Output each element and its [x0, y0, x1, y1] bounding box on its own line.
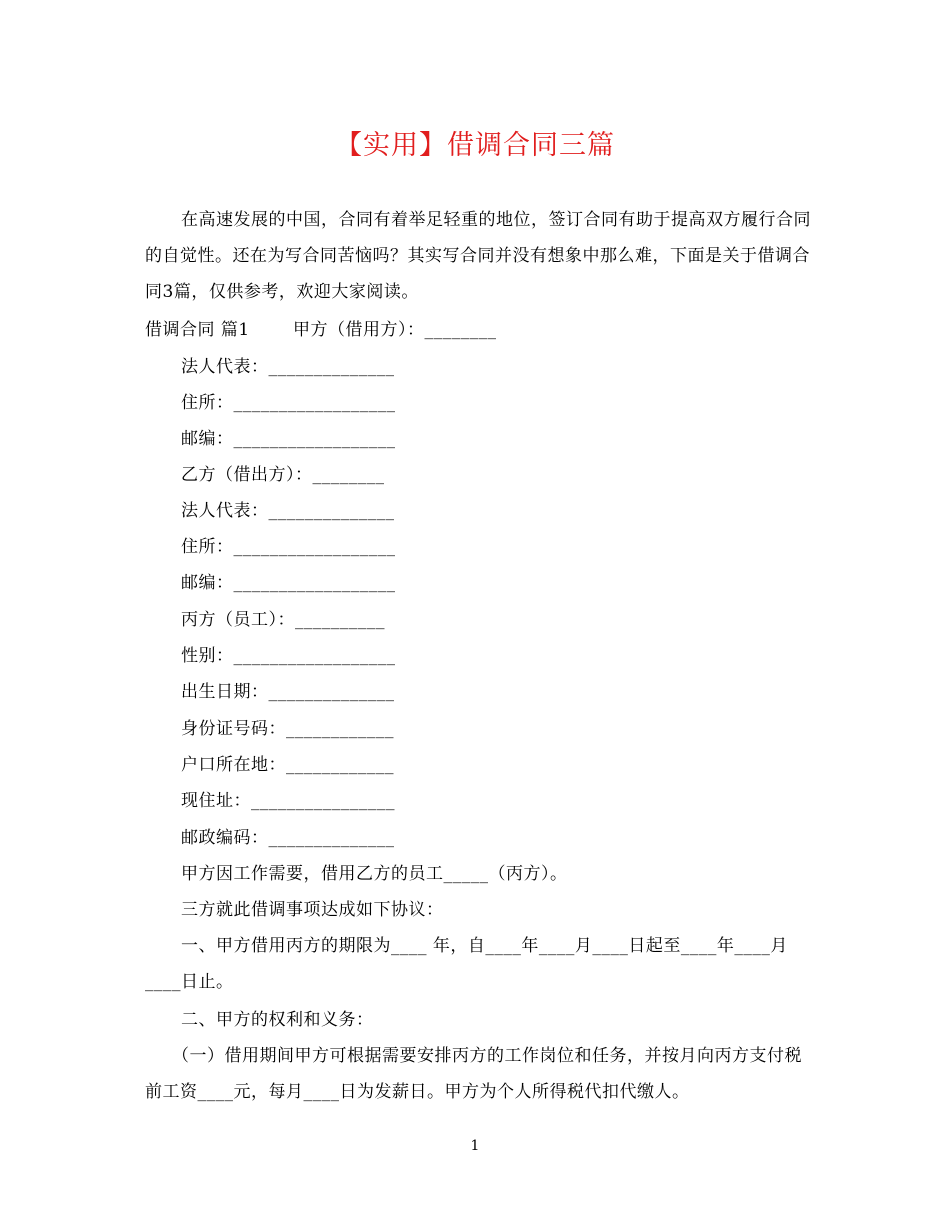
clause-1: 一、甲方借用丙方的期限为____ 年，自____年____月____日起至____年____月____日止。 [145, 936, 788, 992]
field-line: 住所：__________________ [181, 537, 396, 557]
paragraph-line: 甲方因工作需要，借用乙方的员工_____（丙方）。 [181, 864, 568, 884]
field-line: 性别：__________________ [181, 646, 396, 666]
section-heading: 借调合同 篇1 [145, 320, 250, 340]
document-title: 【实用】借调合同三篇 [335, 130, 615, 161]
field-line: 法人代表：______________ [181, 501, 395, 521]
field-line: 户口所在地：____________ [181, 755, 394, 775]
field-line: 身份证号码：____________ [181, 719, 394, 739]
clause-2-1: （一）借用期间甲方可根据需要安排丙方的工作岗位和任务，并按月向丙方支付税前工资____元，每月____日为发薪日。甲方为个人所得税代扣代缴人。 [145, 1046, 802, 1102]
party-a-line: 甲方（借用方）：________ [293, 320, 497, 340]
field-line: 邮编：__________________ [181, 573, 396, 593]
field-line: 住所：__________________ [181, 393, 396, 413]
clause-2-heading: 二、甲方的权利和义务： [181, 1010, 374, 1030]
field-line: 乙方（借出方）：________ [181, 465, 385, 485]
field-line: 现住址：________________ [181, 791, 395, 811]
field-line: 邮政编码：______________ [181, 828, 395, 848]
paragraph-line: 三方就此借调事项达成如下协议： [181, 900, 444, 920]
field-line: 丙方（员工）：__________ [181, 610, 385, 630]
field-line: 法人代表：______________ [181, 357, 395, 377]
page-number: 1 [470, 1138, 480, 1154]
field-line: 出生日期：______________ [181, 682, 395, 702]
intro-paragraph: 在高速发展的中国，合同有着举足轻重的地位，签订合同有助于提高双方履行合同的自觉性。还在为写合同苦恼吗？其实写合同并没有想象中那么难，下面是关于借调合同3篇，仅供参考，欢迎大家阅读。 [145, 210, 811, 302]
field-line: 邮编：__________________ [181, 429, 396, 449]
